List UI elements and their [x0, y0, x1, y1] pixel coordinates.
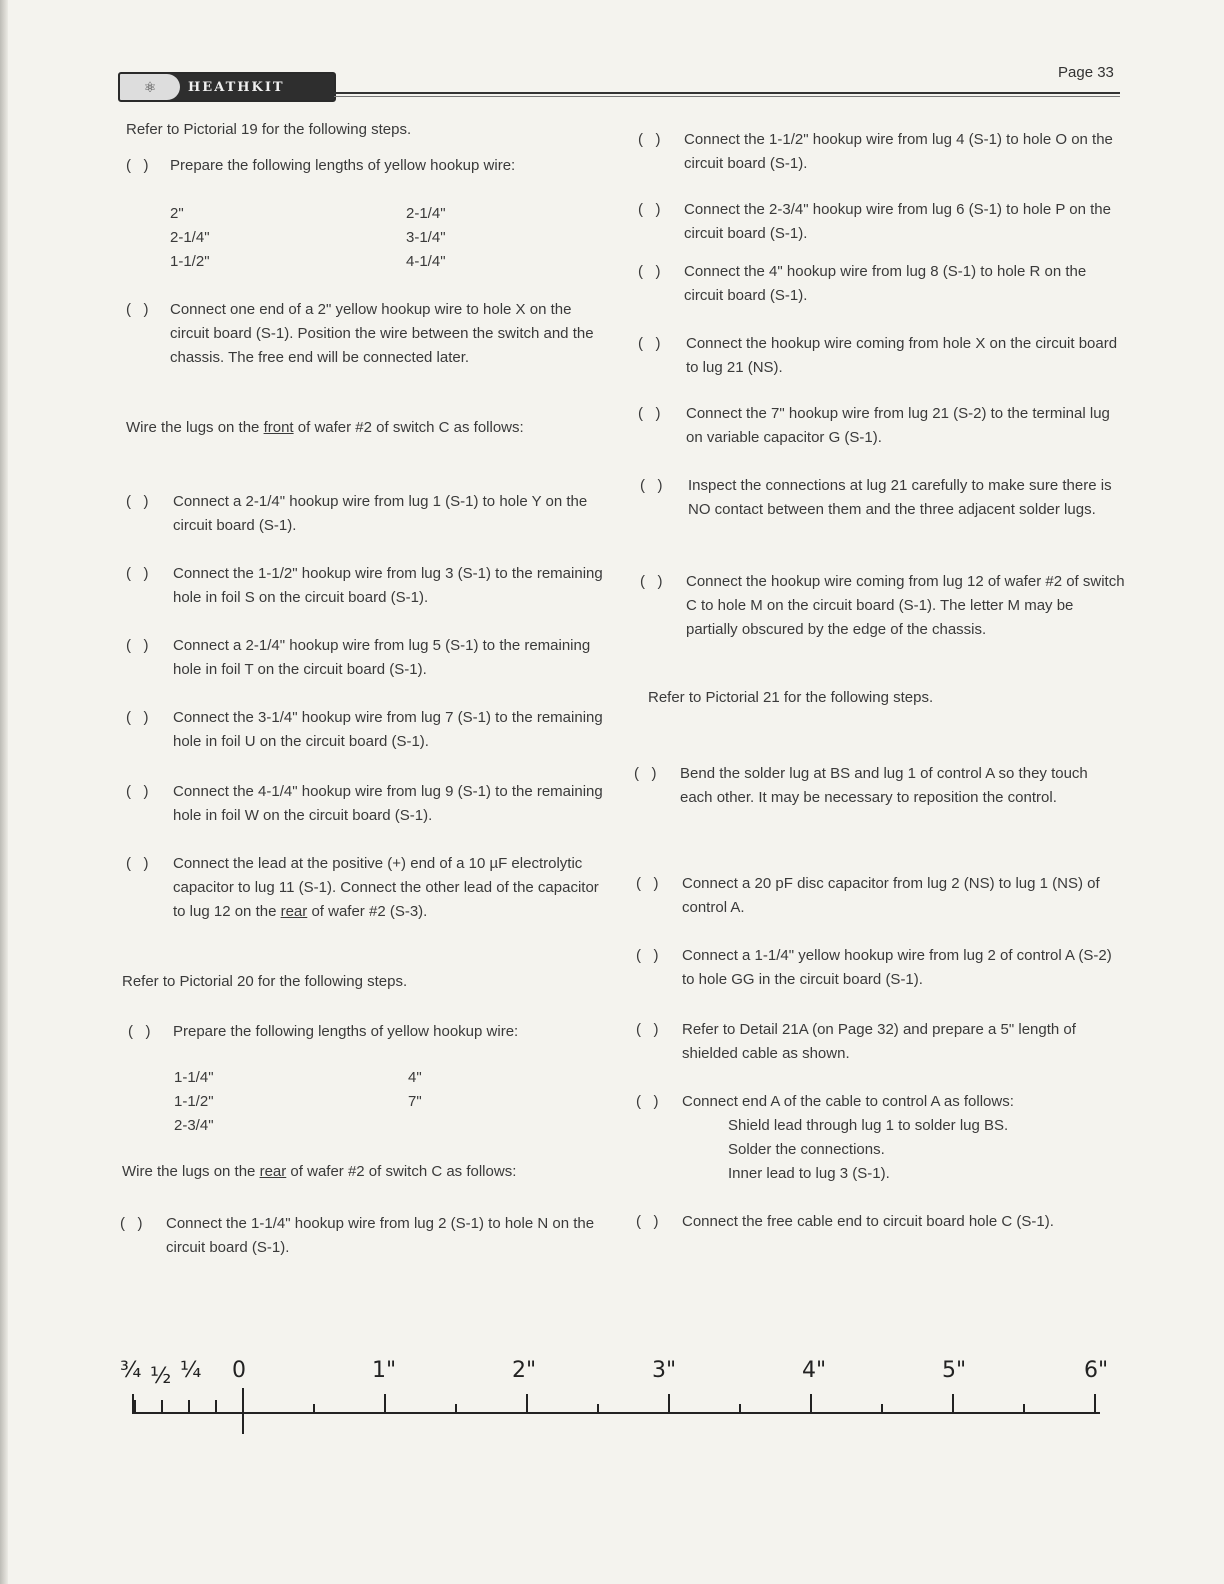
- intro-pictorial-20: Refer to Pictorial 20 for the following steps.: [122, 973, 408, 990]
- step-text: Connect the 4-1/4" hookup wire from lug 9 (S-1) to the remaining hole in foil W on the circuit board (S-1).: [173, 783, 603, 824]
- wire-length: 1-1/2": [174, 1093, 214, 1110]
- ruler-baseline: [132, 1412, 1100, 1414]
- wire-lengths-col-4: [408, 1066, 528, 1114]
- wire-length: 2-3/4": [174, 1117, 214, 1134]
- wire-length: 1-1/2": [170, 253, 210, 270]
- checkbox[interactable]: ( ): [638, 405, 661, 422]
- step-text: Connect the 1-1/2" hookup wire from lug 4 (S-1) to hole O on the circuit board (S-1).: [684, 131, 1113, 172]
- ruler-label: ½: [150, 1364, 172, 1389]
- checkbox[interactable]: ( ): [126, 637, 149, 654]
- checkbox[interactable]: ( ): [636, 1093, 659, 1110]
- step-text: Inspect the connections at lug 21 carefully to make sure there is NO contact between them and the three adjacent solder lugs.: [688, 477, 1112, 518]
- checkbox[interactable]: ( ): [128, 1023, 151, 1040]
- step-text: Connect one end of a 2" yellow hookup wire to hole X on the circuit board (S-1). Position the wire between the switch and the chassis. The free end will be connected later.: [170, 301, 594, 366]
- step-text: Connect a 1-1/4" yellow hookup wire from lug 2 of control A (S-2) to hole GG in the circuit board (S-1).: [682, 947, 1112, 988]
- ruler-tick-half: [1023, 1404, 1025, 1412]
- step-text: Prepare the following lengths of yellow hookup wire:: [173, 1023, 519, 1040]
- ruler-tick-inch: [1094, 1394, 1096, 1412]
- wire-length: 4-1/4": [406, 253, 446, 270]
- checkbox[interactable]: ( ): [640, 477, 663, 494]
- step-text: Connect end A of the cable to control A as follows:: [682, 1093, 1014, 1110]
- ruler-label: ¾: [120, 1358, 142, 1383]
- checkbox[interactable]: ( ): [638, 131, 661, 148]
- ruler-tick-fraction: [215, 1400, 217, 1412]
- ruler-label: 0: [232, 1358, 246, 1383]
- checkbox[interactable]: ( ): [638, 263, 661, 280]
- checkbox[interactable]: ( ): [636, 875, 659, 892]
- wire-length: 1-1/4": [174, 1069, 214, 1086]
- checkbox[interactable]: ( ): [636, 947, 659, 964]
- ruler-tick-half: [313, 1404, 315, 1412]
- wire-length: 2": [170, 205, 184, 222]
- step-cable-end-a: [636, 1090, 1136, 1190]
- checkbox[interactable]: ( ): [120, 1215, 143, 1232]
- step-text: Connect the 1-1/2" hookup wire from lug 3 (S-1) to the remaining hole in foil S on the circuit board (S-1).: [173, 565, 603, 606]
- checkbox[interactable]: ( ): [636, 1021, 659, 1038]
- step-text: Connect the lead at the positive (+) end of a 10 µF electrolytic capacitor to lug 11 (S-1). Connect the other lead of the capacitor to lug 12 on the rear of wafer #2 (S-3).: [173, 855, 599, 920]
- ruler-tick-inch: [810, 1394, 812, 1412]
- ruler-tick-zero: [242, 1388, 244, 1434]
- checkbox[interactable]: ( ): [638, 201, 661, 218]
- ruler-label: 6": [1084, 1358, 1109, 1383]
- inch-ruler: [0, 1350, 1224, 1450]
- step-text: Prepare the following lengths of yellow hookup wire:: [170, 157, 516, 174]
- ruler-label: 4": [802, 1358, 827, 1383]
- checkbox[interactable]: ( ): [126, 301, 149, 318]
- ruler-label: 2": [512, 1358, 537, 1383]
- step-text: Bend the solder lug at BS and lug 1 of control A so they touch each other. It may be necessary to reposition the control.: [680, 765, 1088, 806]
- right-column: [620, 0, 1224, 1300]
- checkbox[interactable]: ( ): [634, 765, 657, 782]
- wire-front-wafer-heading: Wire the lugs on the front of wafer #2 of switch C as follows:: [126, 419, 524, 436]
- ruler-tick-fraction: [134, 1400, 136, 1412]
- step-text: Connect a 2-1/4" hookup wire from lug 1 (S-1) to hole Y on the circuit board (S-1).: [173, 493, 588, 534]
- ruler-tick-fraction: [188, 1400, 190, 1412]
- ruler-tick-fraction: [132, 1394, 134, 1412]
- step-text: Connect the 1-1/4" hookup wire from lug 2 (S-1) to hole N on the circuit board (S-1).: [166, 1215, 595, 1256]
- step-text: Connect the 7" hookup wire from lug 21 (S-2) to the terminal lug on variable capacitor G (S-1).: [686, 405, 1110, 446]
- step-text: Connect the 3-1/4" hookup wire from lug 7 (S-1) to the remaining hole in foil U on the circuit board (S-1).: [173, 709, 603, 750]
- step-text: Connect the 4" hookup wire from lug 8 (S-1) to hole R on the circuit board (S-1).: [684, 263, 1087, 304]
- wire-length: 2-1/4": [406, 205, 446, 222]
- ruler-tick-inch: [952, 1394, 954, 1412]
- ruler-tick-half: [455, 1404, 457, 1412]
- ruler-tick-inch: [526, 1394, 528, 1412]
- checkbox[interactable]: ( ): [636, 1213, 659, 1230]
- ruler-label: 1": [372, 1358, 397, 1383]
- step-text: Refer to Detail 21A (on Page 32) and prepare a 5" length of shielded cable as shown.: [682, 1021, 1076, 1062]
- wire-length: 4": [408, 1069, 422, 1086]
- wire-lengths-col-3: [174, 1066, 294, 1138]
- checkbox[interactable]: ( ): [640, 573, 663, 590]
- intro-pictorial-19: Refer to Pictorial 19 for the following steps.: [126, 121, 412, 138]
- brand-name: HEATHKIT: [188, 79, 285, 95]
- wire-length: 3-1/4": [406, 229, 446, 246]
- step-text: Connect the free cable end to circuit board hole C (S-1).: [682, 1213, 1054, 1230]
- ruler-label: ¼: [180, 1358, 202, 1383]
- ruler-tick-half: [597, 1404, 599, 1412]
- wire-lengths-col-1: [170, 202, 290, 274]
- ruler-tick-inch: [384, 1394, 386, 1412]
- ruler-tick-fraction: [161, 1400, 163, 1412]
- step-text: Connect the 2-3/4" hookup wire from lug 6 (S-1) to hole P on the circuit board (S-1).: [684, 201, 1111, 242]
- checkbox[interactable]: ( ): [126, 157, 149, 174]
- ruler-tick-half: [881, 1404, 883, 1412]
- sub-step-text: Solder the connections.: [728, 1141, 885, 1158]
- atom-logo-icon: ⚛: [120, 74, 180, 100]
- ruler-label: 5": [942, 1358, 967, 1383]
- checkbox[interactable]: ( ): [638, 335, 661, 352]
- wire-lengths-col-2: [406, 202, 526, 274]
- checkbox[interactable]: ( ): [126, 709, 149, 726]
- wire-length: 2-1/4": [170, 229, 210, 246]
- page-number: Page 33: [1058, 64, 1114, 81]
- wire-length: 7": [408, 1093, 422, 1110]
- intro-pictorial-21: Refer to Pictorial 21 for the following steps.: [648, 689, 934, 706]
- step-text: Connect the hookup wire coming from hole X on the circuit board to lug 21 (NS).: [686, 335, 1118, 376]
- left-column: [0, 0, 620, 1300]
- ruler-label: 3": [652, 1358, 677, 1383]
- step-text: Connect a 2-1/4" hookup wire from lug 5 (S-1) to the remaining hole in foil T on the circuit board (S-1).: [173, 637, 591, 678]
- checkbox[interactable]: ( ): [126, 493, 149, 510]
- ruler-tick-inch: [668, 1394, 670, 1412]
- checkbox[interactable]: ( ): [126, 855, 149, 872]
- sub-step-text: Shield lead through lug 1 to solder lug BS.: [728, 1117, 1009, 1134]
- wire-rear-wafer-heading: Wire the lugs on the rear of wafer #2 of switch C as follows:: [122, 1163, 517, 1180]
- checkbox[interactable]: ( ): [126, 783, 149, 800]
- checkbox[interactable]: ( ): [126, 565, 149, 582]
- ruler-tick-half: [739, 1404, 741, 1412]
- step-text: Connect the hookup wire coming from lug 12 of wafer #2 of switch C to hole M on the circuit board (S-1). The letter M may be partially obscured by the edge of the chassis.: [686, 573, 1125, 638]
- step-text: Connect a 20 pF disc capacitor from lug 2 (NS) to lug 1 (NS) of control A.: [682, 875, 1100, 916]
- sub-step-text: Inner lead to lug 3 (S-1).: [728, 1165, 890, 1182]
